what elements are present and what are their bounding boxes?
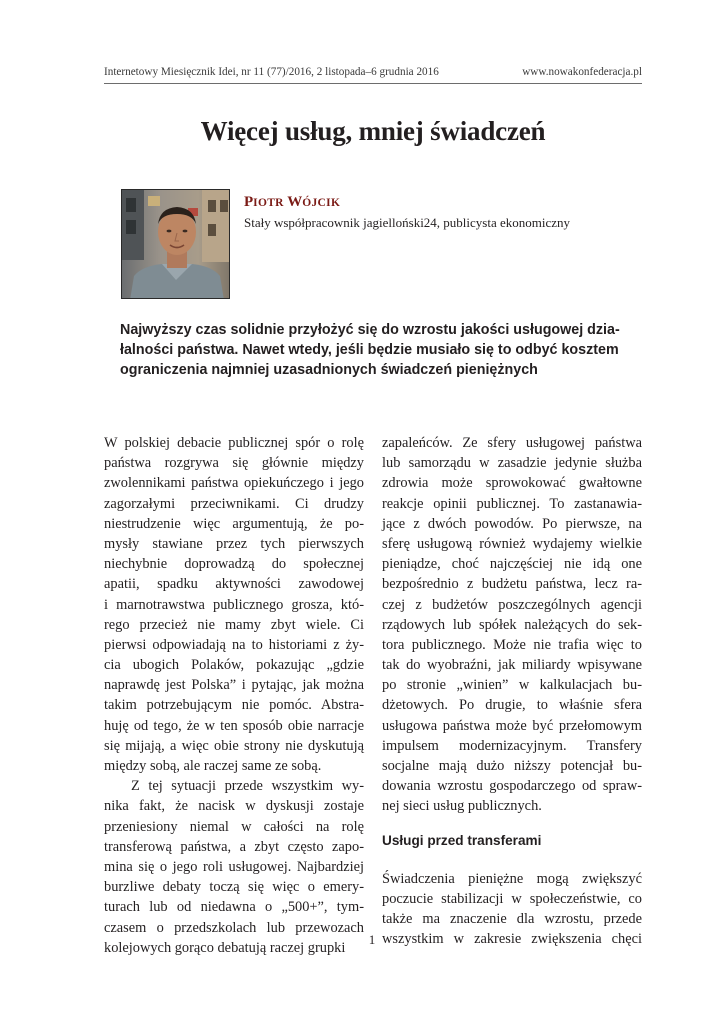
body-text-line: bezpośrednio z budżetu państwa, lecz ra-: [382, 576, 642, 593]
body-text-line: zapaleńców. Ze sfery usługowej państwa: [382, 435, 642, 451]
article-lead: [120, 321, 630, 380]
lead-line: łalności państwa. Nawet wtedy, jeśli będzie musiało się to odbyć kosztem: [120, 341, 619, 358]
body-text-line: przeniesiony niemal w całości na rolę: [104, 818, 364, 835]
body-text-line: rego przecież nie mamy zbyt wiele. Ci: [104, 616, 364, 633]
body-text-line: W polskiej debacie publicznej spór o rolę: [104, 435, 364, 451]
section-subheading: Usługi przed transferami: [382, 832, 542, 848]
page-number: 1: [368, 932, 376, 947]
author-role: Stały współpracownik jagielloński24, publicysta ekonomiczny: [244, 215, 571, 230]
body-text-line: dowania wzrostu gospodarczego od spraw-: [382, 778, 642, 795]
body-text-line: tora publicznego. Może nie trafia więc to: [382, 636, 642, 653]
body-text-line: burzliwe debaty toczą się więc o emery-: [104, 879, 364, 896]
body-column-right-part-a: [382, 433, 642, 817]
body-text-line: takim potrzebującym nie pomóc. Abstra-: [104, 697, 364, 714]
body-column-right-part-b: [382, 869, 642, 950]
body-text-line: usługowa państwa może być przełomowym: [382, 717, 642, 734]
body-text-line: zwolennikami państwa opiekuńczego i jego: [104, 475, 364, 492]
body-text-line: tak do wyobraźni, jak miliardy wpisywane: [382, 657, 642, 674]
body-text-line: naprawdę jest Polska” i pytając, jak można: [104, 677, 364, 694]
body-text-line: czej z budżetów poszczególnych agencji: [382, 596, 642, 613]
body-text-line: kolejowych gorąco debatują raczej grupki: [104, 939, 346, 956]
article-title: Więcej usług, mniej świadczeń: [200, 116, 546, 146]
body-text-line: niechybnie doprowadzą do społecznej: [104, 556, 364, 573]
author-last-initial: W: [287, 194, 303, 210]
lead-line: Najwyższy czas solidnie przyłożyć się do wzrostu jakości usługowej dzia-: [120, 322, 620, 338]
body-text-line: mina się o jego roli usługowej. Najbardziej: [104, 858, 364, 875]
body-text-line: poczucie stabilizacji w społeczeństwie, co: [382, 890, 642, 907]
body-text-line: transferową państwa, a zbyt często zapo-: [104, 838, 364, 855]
author-first-rest: IOTR: [253, 197, 284, 209]
body-text-line: socjalne mają dużo niższy potencjał bu-: [382, 758, 642, 774]
journal-issue-info: Internetowy Miesięcznik Idei, nr 11 (77)/2016, 2 listopada–6 grudnia 2016: [104, 66, 439, 78]
author-portrait-image: [122, 190, 230, 299]
body-text-line: między sobą, ale raczej same ze sobą.: [104, 758, 322, 774]
body-text-line: wszystkim w zakresie zwiększenia chęci: [382, 931, 642, 948]
body-text-line: pieniądze, choć najczęściej nie idą one: [382, 556, 642, 573]
body-text-line: zagorzałymi przeciwnikami. Ci drudzy: [104, 495, 364, 512]
body-text-line: huję od tego, że w ten sposób obie narracje: [104, 717, 364, 734]
body-text-line: apatii, spadku aktywności zawodowej: [104, 576, 364, 593]
body-text-line: się mijają, a więc obie strony nie dyskutują: [104, 737, 364, 754]
body-text-line: impulsem modernizacyjnym. Transfery: [382, 737, 642, 754]
body-text-line: czasem o przedszkolach lub przewozach: [104, 919, 364, 936]
body-text-line: rządowych lub spółek należących do sek-: [382, 616, 642, 633]
body-text-line: pierwsi odpowiadają na to historiami z ży-: [104, 636, 364, 653]
body-text-line: nika fakt, że nacisk w dyskusji zostaje: [104, 798, 364, 815]
body-text-line: niestrudzenie więc argumentują, że po-: [104, 515, 364, 532]
body-text-line: mysły stawiane przez tych pierwszych: [104, 535, 364, 552]
author-name: [244, 194, 340, 211]
body-column-left: [104, 433, 364, 958]
website-url[interactable]: www.nowakonfederacja.pl: [522, 66, 642, 78]
body-text-line: dżetowych. Po drugie, to właśnie sfera: [382, 697, 642, 714]
body-text-line: turach lub od niedawna o „500+”, tym-: [104, 899, 364, 916]
body-text-line: Świadczenia pieniężne mogą zwiększyć: [382, 870, 642, 887]
body-text-line: po stronie „winien” w kalkulacjach bu-: [382, 677, 642, 694]
body-column-right: [382, 433, 642, 950]
author-last-rest: ÓJCIK: [302, 197, 341, 209]
body-text-line: nej sieci usług publicznych.: [382, 798, 542, 815]
body-text-line: państwa rozgrywa się głównie między: [104, 455, 364, 472]
body-text-line: reakcje opinii publicznej. To zastanawia-: [382, 495, 642, 512]
lead-line: ograniczenia najmniej uzasadnionych świadczeń pieniężnych: [120, 361, 538, 378]
body-text-line: sferę usługową również wydajemy wielkie: [382, 535, 642, 552]
body-text-line: cia ubogich Polaków, pokazując „gdzie: [104, 657, 364, 674]
body-text-line: i marnotrawstwa publicznego grosza, któ-: [104, 596, 364, 613]
body-text-line: Z tej sytuacji przede wszystkim wy-: [131, 778, 364, 795]
body-text-line: lub samorządu w zasadzie jedynie służba: [382, 455, 642, 472]
body-text-line: zdrowia może sprowokować gwałtowne: [382, 475, 642, 492]
running-header: [104, 64, 642, 84]
body-text-line: jące z dwóch powodów. Po pierwsze, na: [382, 515, 642, 532]
body-text-line: także ma znaczenie dla wzrostu, przede: [382, 911, 642, 928]
author-photo: [121, 189, 230, 299]
author-first-initial: P: [244, 194, 254, 210]
